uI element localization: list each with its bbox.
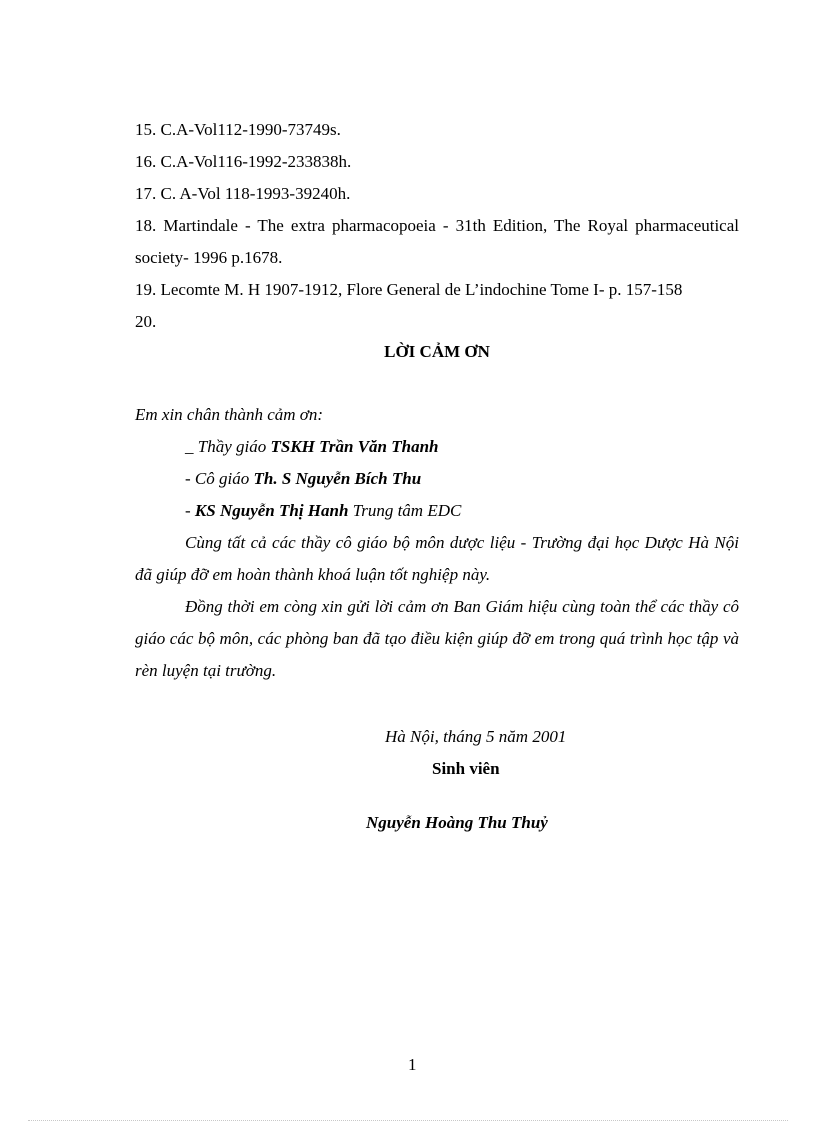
reference-item: 15. C.A-Vol112-1990-73749s. bbox=[135, 120, 341, 139]
reference-item: 16. C.A-Vol116-1992-233838h. bbox=[135, 152, 352, 171]
signature-date: Hà Nội, tháng 5 năm 2001 bbox=[385, 727, 567, 746]
acknowledgement-paragraph: Cùng tất cả các thầy cô giáo bộ môn dược liệu - Trường đại học Dược Hà Nội đã giúp đỡ em hoàn thành khoá luận tốt nghiệp này. bbox=[135, 533, 739, 584]
signature-role: Sinh viên bbox=[432, 759, 500, 778]
reference-item: 18. Martindale - The extra pharmacopoeia - 31th Edition, The Royal pharmaceutical society- 1996 p.1678. bbox=[135, 216, 739, 267]
thanks-line bbox=[135, 463, 739, 495]
thanks-person: TSKH Trần Văn Thanh bbox=[270, 437, 439, 456]
reference-item: 19. Lecomte M. H 1907-1912, Flore General de L’indochine Tome I- p. 157-158 bbox=[135, 280, 683, 299]
thanks-person: Th. S Nguyễn Bích Thu bbox=[253, 469, 422, 488]
acknowledgement-paragraph: Đồng thời em còng xin gửi lời cảm ơn Ban Giám hiệu cùng toàn thể các thầy cô giáo các bộ môn, các phòng ban đã tạo điều kiện giúp đỡ em trong quá trình học tập và rèn luyện tại trường. bbox=[135, 597, 739, 680]
thanks-suffix: Trung tâm EDC bbox=[348, 501, 462, 520]
signature-name: Nguyễn Hoàng Thu Thuỷ bbox=[366, 813, 548, 832]
thanks-line bbox=[135, 431, 739, 463]
thanks-prefix: - Cô giáo bbox=[185, 469, 254, 488]
acknowledgement-intro: Em xin chân thành cảm ơn: bbox=[135, 405, 324, 424]
reference-item: 20. bbox=[135, 312, 157, 331]
thanks-line bbox=[135, 495, 739, 527]
thanks-prefix: _ Thầy giáo bbox=[185, 437, 271, 456]
reference-item: 17. C. A-Vol 118-1993-39240h. bbox=[135, 184, 351, 203]
page-bottom-border bbox=[28, 1120, 788, 1121]
acknowledgement-title: LỜI CẢM ƠN bbox=[384, 342, 490, 361]
thanks-prefix: - bbox=[185, 501, 195, 520]
reference-list bbox=[135, 114, 739, 338]
thanks-person: KS Nguyễn Thị Hanh bbox=[194, 501, 349, 520]
acknowledgement-section bbox=[135, 399, 739, 687]
page-number: 1 bbox=[408, 1055, 417, 1074]
